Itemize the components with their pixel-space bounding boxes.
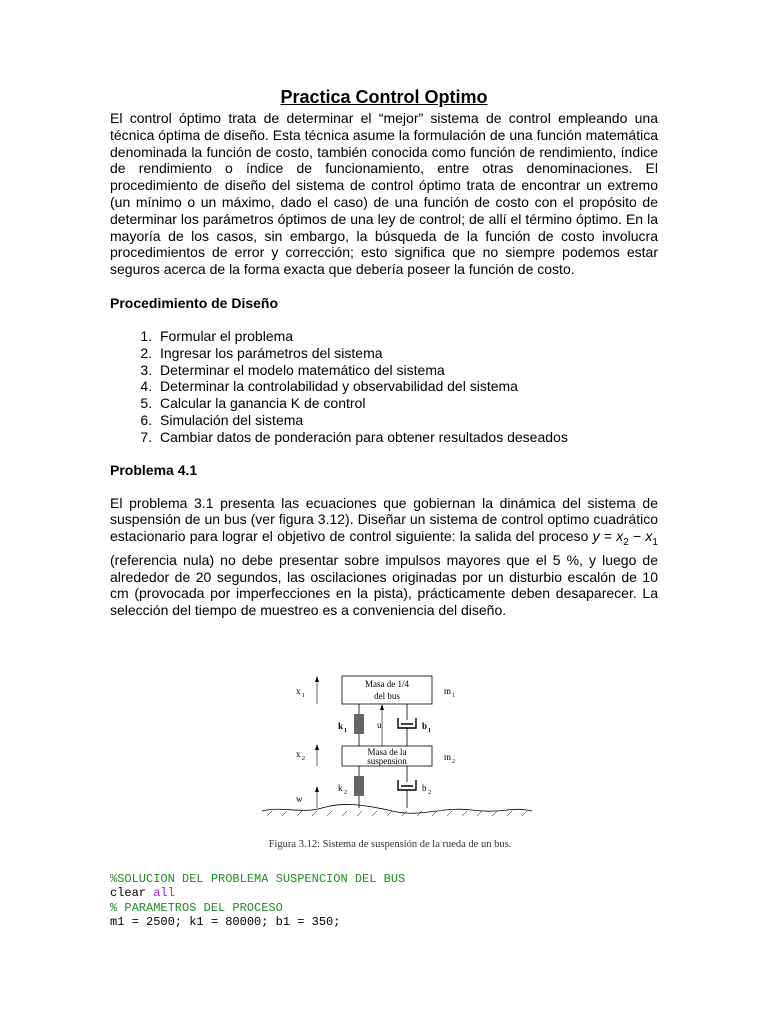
x2-label: x	[296, 749, 301, 759]
minus: −	[628, 528, 646, 545]
procedure-list	[110, 328, 658, 446]
road-surface	[262, 804, 532, 813]
k2-label: k	[338, 783, 343, 793]
svg-text:1: 1	[302, 693, 305, 699]
list-item: 3. Determinar el modelo matemático del sistema	[156, 362, 658, 379]
svg-text:1: 1	[452, 693, 455, 699]
mass2-label2: suspension	[367, 756, 407, 766]
u-label: u	[377, 720, 382, 730]
list-item: 5. Calcular la ganancia K de control	[156, 395, 658, 412]
code-line-1: %SOLUCION DEL PROBLEMA SUSPENCION DEL BUS	[110, 872, 406, 886]
suspension-figure	[262, 666, 542, 866]
svg-text:2: 2	[428, 790, 431, 796]
problem-heading: Problema 4.1	[110, 461, 198, 478]
problem-text-end: (referencia nula) no debe presentar sobre impulsos mayores que el 5 %, y luego de alrededor de 20 segundos, las oscilaciones originadas por un disturbio escalón de 10 cm (provocada por imperfecciones en la pista), prácticamente deben desaparecer. La selección del tiempo de muestreo es a conveniencia del diseño.	[110, 551, 658, 619]
m1-label: m	[444, 686, 452, 696]
svg-text:1: 1	[428, 728, 431, 734]
mass1-label2: del bus	[374, 691, 400, 701]
svg-text:2: 2	[452, 759, 455, 765]
svg-text:2: 2	[302, 756, 305, 762]
intro-paragraph: El control óptimo trata de determinar el “mejor” sistema de control empleando una técnica óptima de diseño. Esta técnica asume la formulación de una función matemática denominada la función de costo, también conocida como función de rendimiento, índice de rendimiento o índice de funcionamiento, entre otras denominaciones. El procedimiento de diseño del sistema de control óptimo trata de encontrar un extremo (un mínimo o un máximo, dado el caso) de una función de costo con el propósito de determinar los parámetros óptimos de una ley de control; de allí el término óptimo. En la mayoría de los casos, sin embargo, la búsqueda de la función de costo involucra procedimientos de error y corrección; esto significa que no siempre podemos estar seguros acerca de la forma exacta que debería poseer la función de costo.	[110, 110, 658, 278]
var-x1: x	[645, 528, 653, 545]
mass1-label1: Masa de 1/4	[365, 679, 409, 689]
list-item: 4. Determinar la controlabilidad y observabilidad del sistema	[156, 378, 658, 395]
x1-label: x	[296, 686, 301, 696]
spring-k1	[354, 714, 364, 734]
b2-label: b	[422, 783, 427, 793]
document-page	[110, 86, 658, 619]
mass2-label1: Masa de la	[367, 747, 407, 757]
code-line-3: % PARAMETROS DEL PROCESO	[110, 900, 283, 915]
page-title: Practica Control Optimo	[280, 87, 488, 107]
k1-label: k	[338, 721, 344, 731]
var-y: y	[592, 528, 600, 545]
problem-text-start: El problema 3.1 presenta las ecuaciones que gobiernan la dinámica del sistema de suspensión de un bus (ver figura 3.12). Diseñar un sistema de control optimo cuadrático estacionario para lograr el objetivo de control siguiente: la salida del proceso	[110, 494, 658, 545]
code-line-4: m1 = 2500; k1 = 80000; b1 = 350;	[110, 915, 341, 930]
list-item: 2. Ingresar los parámetros del sistema	[156, 345, 658, 362]
list-item: 1. Formular el problema	[156, 328, 658, 345]
code-line-2: clear all	[110, 886, 175, 901]
m2-label: m	[444, 752, 452, 762]
problem-paragraph	[110, 495, 658, 619]
procedure-heading: Procedimiento de Diseño	[110, 294, 279, 311]
w-label: w	[296, 794, 303, 804]
var-x2-sub: 2	[623, 536, 629, 548]
figure-caption: Figura 3.12: Sistema de suspensión de la rueda de un bus.	[268, 839, 512, 850]
list-item: 6. Simulación del sistema	[156, 412, 658, 429]
code-block	[110, 872, 405, 930]
svg-text:1: 1	[344, 728, 347, 734]
equals: =	[599, 528, 617, 545]
list-item: 7. Cambiar datos de ponderación para obtener resultados deseados	[156, 429, 658, 446]
var-x2: x	[616, 528, 624, 545]
svg-text:2: 2	[344, 790, 347, 796]
var-x1-sub: 1	[652, 536, 658, 548]
b1-label: b	[422, 721, 428, 731]
spring-k2	[354, 776, 364, 796]
